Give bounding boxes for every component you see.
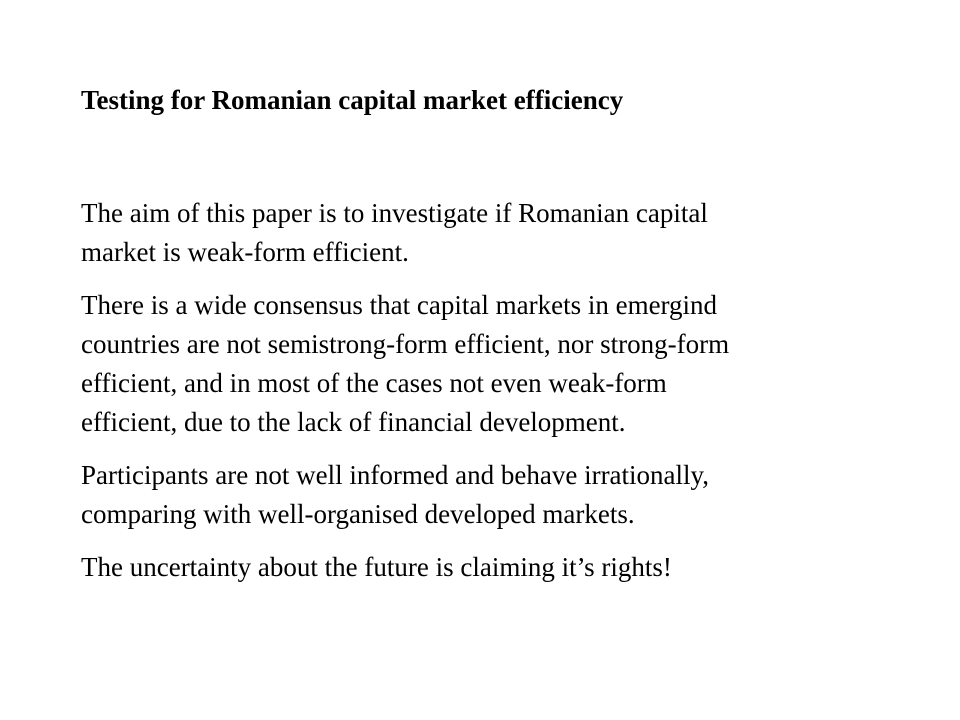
paragraph-aim: [81, 194, 881, 272]
paragraph-participants: [81, 456, 881, 534]
paragraph-line: countries are not semistrong-form efficient, nor strong-form: [81, 329, 730, 359]
paragraph-consensus: [81, 286, 881, 442]
paragraph-line: The uncertainty about the future is claiming it’s rights!: [81, 552, 672, 582]
paragraph-line: market is weak-form efficient.: [81, 237, 409, 267]
paragraph-line: efficient, due to the lack of financial development.: [81, 407, 626, 437]
paragraph-line: comparing with well-organised developed markets.: [81, 499, 635, 529]
paragraph-line: Participants are not well informed and behave irrationally,: [81, 460, 710, 490]
slide-body: [81, 194, 881, 601]
paragraph-line: The aim of this paper is to investigate if Romanian capital: [81, 198, 708, 228]
paragraph-line: efficient, and in most of the cases not even weak-form: [81, 368, 667, 398]
slide-title: Testing for Romanian capital market efficiency: [81, 85, 624, 115]
paragraph-uncertainty: [81, 548, 881, 587]
paragraph-line: There is a wide consensus that capital markets in emergind: [81, 290, 718, 320]
